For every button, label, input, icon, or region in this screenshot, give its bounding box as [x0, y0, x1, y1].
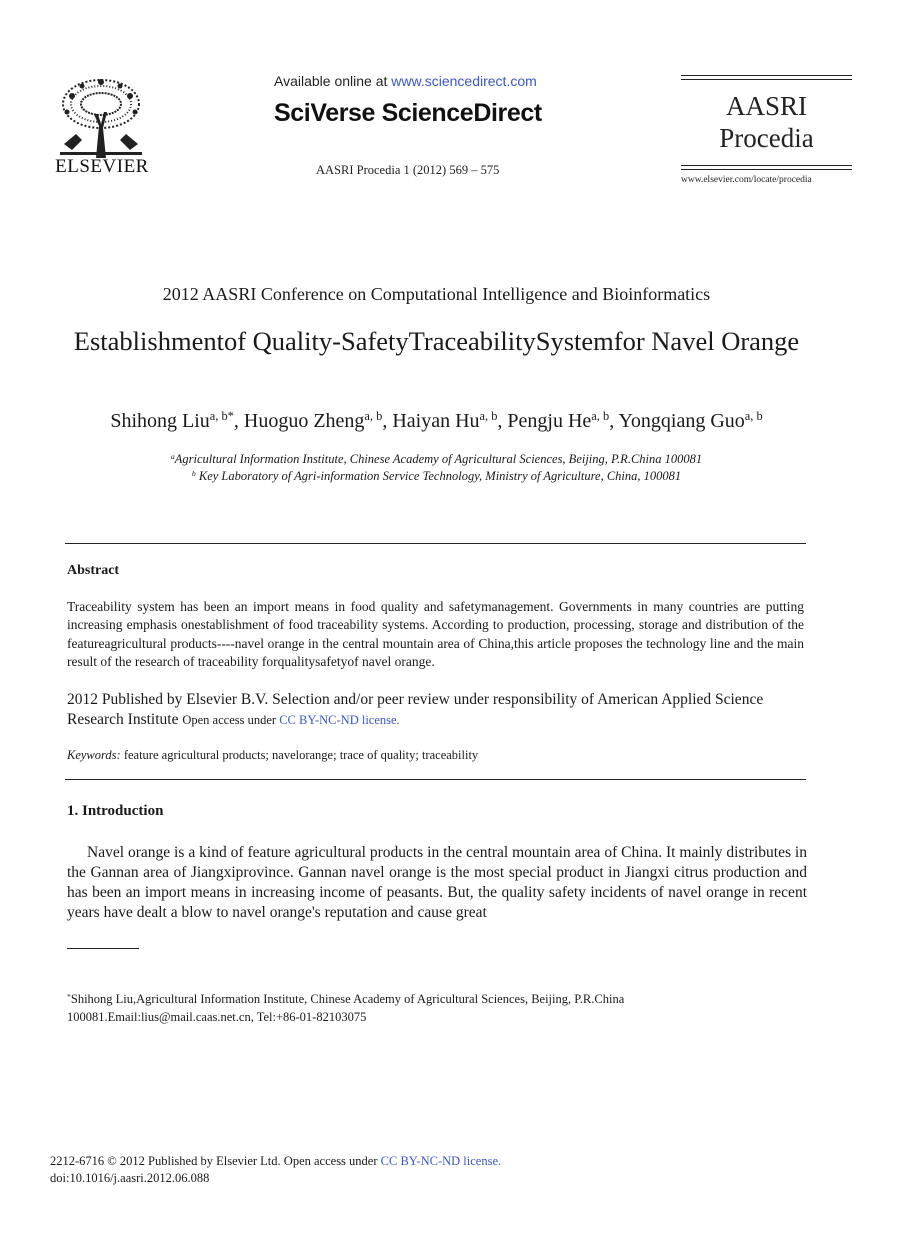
copyright-line	[50, 1154, 501, 1169]
footer-open-access: Open access under	[283, 1154, 381, 1168]
section-heading: 1. Introduction	[67, 803, 164, 819]
abstract-body: Traceability system has been an import means in food quality and safetymanagement. Governments in many countries are putting increasing emphasis onestablishment of food traceability systems. According to production, processing, storage and distribution of the featureagricultural products----navel orange in the central mountain area of China,this article proposes the technology line and the main result of the research of traceability forqualitysafetyof navel orange.	[67, 599, 804, 669]
author-separator: ,	[609, 410, 619, 432]
author-name: Shihong Liu	[110, 410, 210, 432]
footnote-mark: *	[67, 991, 71, 1001]
doi[interactable]: doi:10.1016/j.aasri.2012.06.088	[50, 1171, 210, 1185]
journal-name-line1: AASRI	[725, 91, 807, 121]
footer-license-link[interactable]: CC BY-NC-ND license.	[380, 1154, 502, 1168]
paper-title: Establishmentof Quality-SafetyTraceabilitySystemfor Navel Orange	[73, 326, 800, 356]
issn-text: 2212-6716 © 2012 Published by Elsevier Ltd.	[50, 1154, 284, 1168]
license-link[interactable]: CC BY-NC-ND license.	[279, 713, 400, 727]
author-separator: ,	[497, 410, 508, 432]
author-affiliation-mark: a, b	[744, 409, 763, 424]
author-name: Haiyan Hu	[392, 410, 480, 432]
author-affiliation-mark: a, b	[591, 409, 610, 424]
corresponding-author-footnote	[67, 990, 807, 1026]
abstract-heading: Abstract	[67, 563, 120, 578]
footnote-line2: 100081.Email:lius@mail.caas.net.cn, Tel:+86-01-82103075	[67, 1010, 367, 1024]
affiliation-b	[0, 469, 873, 484]
abstract-rule-bottom	[65, 779, 806, 780]
publisher-wordmark: ELSEVIER	[55, 156, 149, 177]
intro-paragraph: Navel orange is a kind of feature agricultural products in the central mountain area of China. It mainly distributes in the Gannan area of Jiangxiprovince. Gannan navel orange is the most special product in Jiangxi citrus production and has been an import means in increasing income of peasants. But, the quality safety incidents of navel orange in recent years have dealt a blow to navel orange's reputation and cause great	[67, 844, 807, 921]
journal-url[interactable]: www.elsevier.com/locate/procedia	[681, 175, 812, 185]
journal-name	[681, 90, 852, 154]
author-affiliation-mark: a, b	[479, 409, 498, 424]
author-name: Yongqiang Guo	[618, 410, 745, 432]
journal-citation: AASRI Procedia 1 (2012) 569 – 575	[316, 163, 500, 177]
keywords	[67, 748, 478, 763]
journal-box-rule-top-inner	[681, 79, 852, 80]
tree-logo-icon	[52, 74, 150, 158]
abstract-rule-top	[65, 543, 806, 544]
journal-box-rule-top	[681, 75, 852, 76]
available-online	[274, 73, 537, 89]
journal-box-rule-bottom	[681, 165, 852, 166]
author-name: Pengju He	[507, 410, 592, 432]
affiliation-b-mark: b	[191, 468, 196, 478]
affiliation-a-text: Agricultural Information Institute, Chinese Academy of Agricultural Sciences, Beijing, P.R.China 100081	[174, 452, 703, 466]
published-text: 2012 Published by Elsevier B.V. Selection and/or peer review under responsibility of American Applied Science Research Institute	[67, 691, 764, 728]
keywords-text: feature agricultural products; navelorange; trace of quality; traceability	[120, 748, 479, 762]
author-affiliation-mark: a, b	[364, 409, 383, 424]
footnote-rule	[67, 948, 139, 949]
author-name: Huoguo Zheng	[243, 410, 365, 432]
conference-name: 2012 AASRI Conference on Computational Intelligence and Bioinformatics	[162, 284, 711, 304]
footnote-line1-text: Shihong Liu,Agricultural Information Institute, Chinese Academy of Agricultural Sciences, Beijing, P.R.China	[70, 992, 625, 1006]
author-separator: ,	[382, 410, 393, 432]
affiliation-b-text: Key Laboratory of Agri-information Service Technology, Ministry of Agriculture, China, 100081	[195, 469, 682, 483]
footnote-line1	[67, 990, 807, 1008]
author-list	[30, 410, 843, 433]
affiliation-a-mark: a	[170, 451, 175, 461]
platform-wordmark: SciVerse ScienceDirect	[274, 99, 542, 127]
affiliation-a	[0, 452, 873, 467]
publication-statement	[67, 690, 804, 730]
journal-name-line2: Procedia	[719, 123, 814, 153]
author-affiliation-mark: a, b*	[209, 409, 234, 424]
author-separator: ,	[233, 410, 244, 432]
journal-box-rule-bottom-inner	[681, 169, 852, 170]
keywords-label: Keywords:	[67, 748, 121, 762]
sciencedirect-link[interactable]: www.sciencedirect.com	[391, 73, 537, 89]
open-access-prefix: Open access under	[182, 713, 280, 727]
available-prefix: Available online at	[274, 73, 392, 89]
